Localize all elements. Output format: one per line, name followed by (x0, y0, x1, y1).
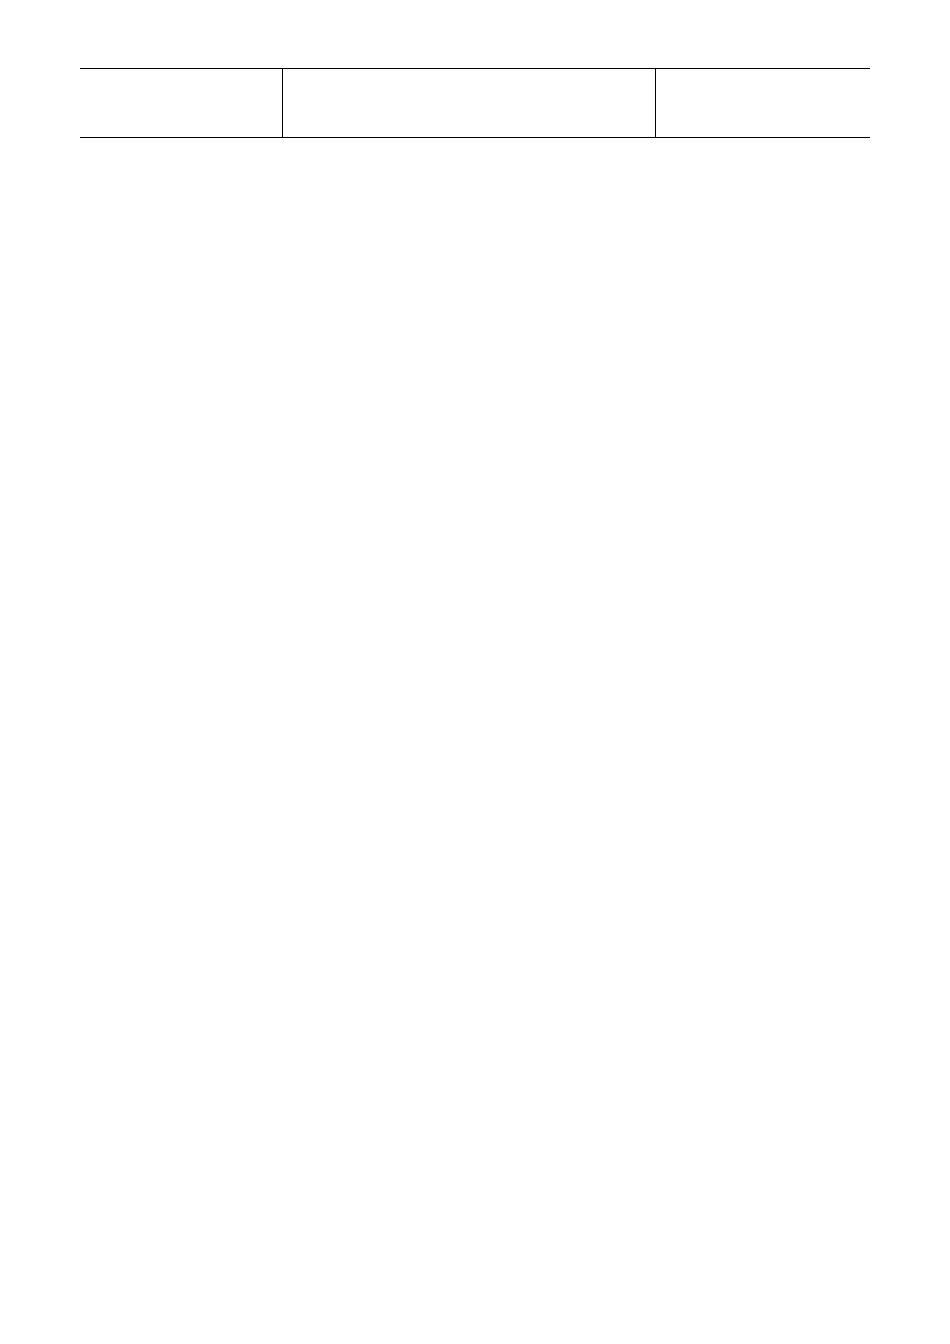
header-motto (282, 69, 656, 137)
page-header (80, 68, 870, 138)
